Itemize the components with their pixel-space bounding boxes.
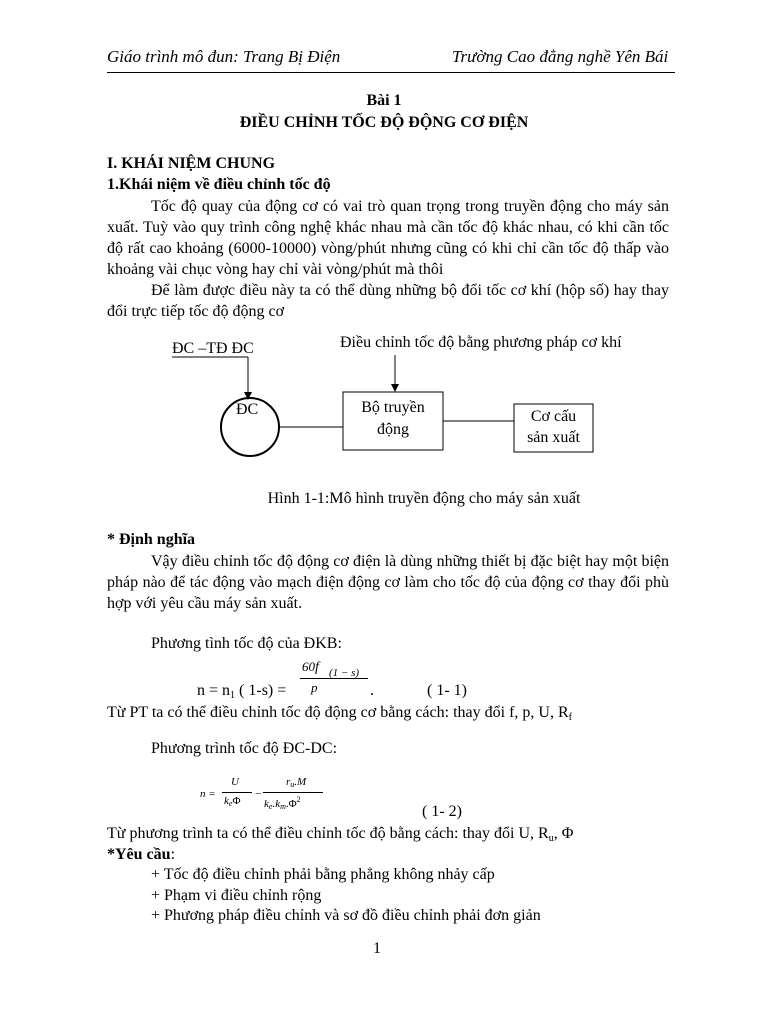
paragraph-speed-role: Tốc độ quay của động cơ có vai trò quan trọng trong truyền động cho máy sản xuất. Tuỳ vào quy trình công nghệ khác nhau mà cần tốc độ khác nhau, có khi cần tốc độ rất cao khoảng (6000-10000) vòng/phút nhưng cũng có khi chỉ cần tốc độ thấp vào khoảng vài chục vòng hay chỉ vài vòng/phút mà thôi bbox=[107, 198, 669, 278]
equation1-dot: . bbox=[370, 682, 374, 699]
equation2-term1-numerator: U bbox=[231, 776, 239, 788]
equation1-fraction-bar bbox=[300, 678, 368, 679]
requirements-heading: *Yêu cầu: bbox=[107, 846, 176, 863]
equation2-term2-bar bbox=[263, 792, 323, 793]
transmission-label-2: động bbox=[377, 421, 409, 438]
equation2-remark: Từ phương trình ta có thể điều chỉnh tốc độ bằng cách: thay đổi U, $R_u$, Φ bbox=[107, 825, 574, 844]
lesson-number: Bài 1 bbox=[366, 92, 402, 109]
paragraph-speed-change: Để làm được điều này ta có thể dùng những bộ đổi tốc cơ khí (hộp số) hay thay đổi trực tiếp tốc độ động cơ bbox=[107, 282, 669, 320]
equation2-term2-numerator: ru.M bbox=[286, 776, 307, 789]
mechanism-label-2: sản xuất bbox=[527, 429, 580, 446]
lesson-title: ĐIỀU CHỈNH TỐC ĐỘ ĐỘNG CƠ ĐIỆN bbox=[239, 114, 529, 131]
equation1-numerator: 60f bbox=[302, 659, 319, 675]
requirement-item: + Phạm vi điều chỉnh rộng bbox=[151, 887, 322, 904]
equation1-number: ( 1- 1) bbox=[427, 682, 467, 699]
header-right: Trường Cao đẳng nghề Yên Bái bbox=[452, 47, 669, 66]
equation1-intro: Phương tình tốc độ của ĐKB: bbox=[151, 635, 342, 652]
motor-feed-arrow bbox=[172, 357, 248, 399]
equation2-lhs: n = bbox=[200, 788, 216, 800]
transmission-label-1: Bộ truyền bbox=[361, 399, 425, 416]
label-mechanical-adjust: Điều chỉnh tốc độ bằng phương pháp cơ khí bbox=[340, 334, 622, 351]
figure-caption: Hình 1-1:Mô hình truyền động cho máy sản xuất bbox=[267, 490, 581, 507]
equation2-term2-denominator: $ke.km.\Phi^2$ bbox=[264, 795, 301, 811]
definition-text: Vậy điều chỉnh tốc độ động cơ điện là dùng những thiết bị đặc biệt hay một biện pháp nào để tác động vào mạch điện động cơ làm cho tốc độ của động cơ thay đổi phù hợp với yêu cầu máy sản xuất. bbox=[107, 553, 669, 612]
equation1-remark: Từ PT ta có thể điều chỉnh tốc độ động cơ bằng cách: thay đổi f, p, U, $R_f$ bbox=[107, 704, 572, 723]
definition-heading: * Định nghĩa bbox=[107, 531, 196, 548]
requirement-item: + Phương pháp điều chỉnh và sơ đồ điều chỉnh phải đơn giản bbox=[151, 907, 541, 924]
section-heading: I. KHÁI NIỆM CHUNG bbox=[107, 155, 276, 172]
requirement-item: + Tốc độ điều chỉnh phải bằng phẳng không nhảy cấp bbox=[151, 866, 495, 883]
equation2-minus: − bbox=[255, 788, 262, 800]
equation1-denominator: p bbox=[311, 680, 318, 695]
equation1-lhs: $n = n_1$ ( 1-s) = bbox=[197, 682, 287, 701]
equation2-intro: Phương trình tốc độ ĐC-DC: bbox=[151, 740, 338, 757]
mechanism-label-1: Cơ cấu bbox=[530, 408, 577, 425]
sub-heading: 1.Khái niệm về điều chỉnh tốc độ bbox=[107, 176, 331, 193]
header-left: Giáo trình mô đun: Trang Bị Điện bbox=[107, 47, 341, 66]
label-motor-control: ĐC –TĐ ĐC bbox=[172, 340, 254, 357]
motor-label: ĐC bbox=[236, 401, 259, 418]
page-number: 1 bbox=[373, 940, 381, 957]
equation2-term1-bar bbox=[222, 792, 252, 793]
equation2-number: ( 1- 2) bbox=[422, 803, 462, 820]
header-rule bbox=[107, 72, 675, 73]
equation1-factor: (1 − s) bbox=[329, 667, 360, 679]
equation2-term1-denominator: keΦ bbox=[224, 795, 241, 808]
